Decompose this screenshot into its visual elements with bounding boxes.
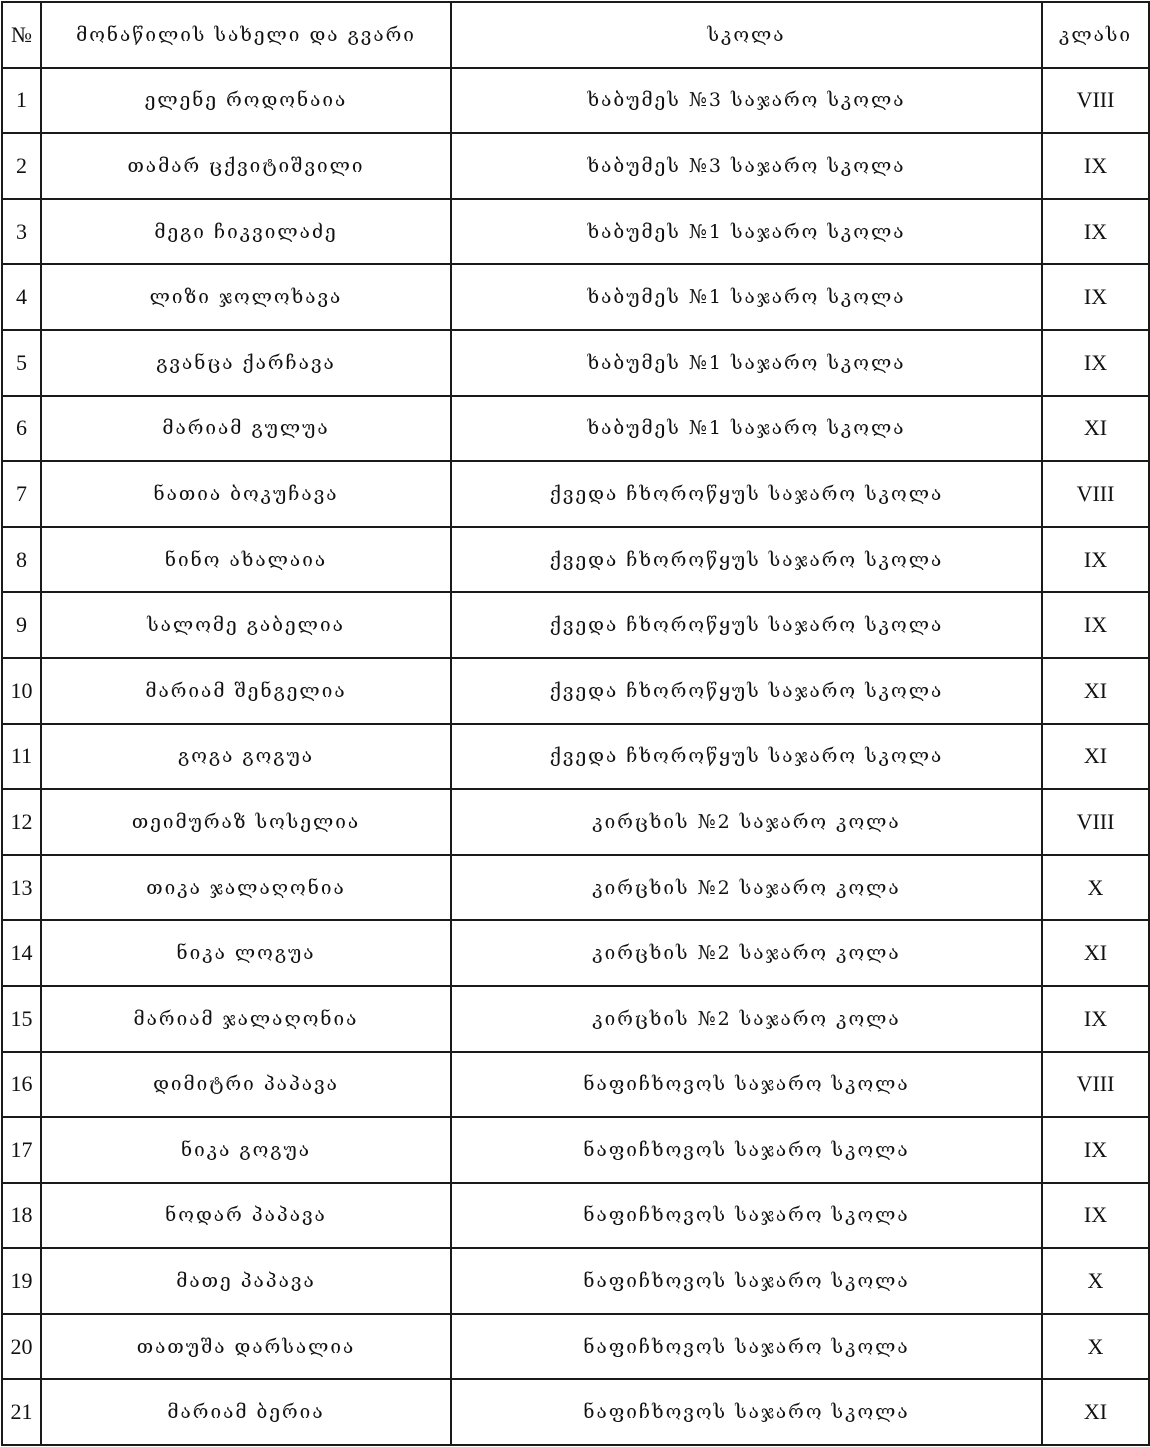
- row-number-cell: 11: [2, 724, 41, 790]
- row-grade-cell: IX: [1042, 592, 1149, 658]
- table-row: [2, 920, 1149, 986]
- row-school-cell: ხაბუმეს №3 საჯარო სკოლა: [451, 68, 1042, 134]
- header-number: №: [2, 2, 41, 68]
- row-school-cell: ქვედა ჩხოროწყუს საჯარო სკოლა: [451, 461, 1042, 527]
- row-number-cell: 17: [2, 1117, 41, 1183]
- row-school-cell: ნაფიჩხოვოს საჯარო სკოლა: [451, 1183, 1042, 1249]
- row-name-cell: დიმიტრი პაპავა: [41, 1052, 451, 1118]
- row-grade-cell: IX: [1042, 264, 1149, 330]
- row-name-cell: გვანცა ქარჩავა: [41, 330, 451, 396]
- row-number-cell: 2: [2, 133, 41, 199]
- header-school: სკოლა: [451, 2, 1042, 68]
- row-grade-cell: XI: [1042, 920, 1149, 986]
- table-row: [2, 1183, 1149, 1249]
- row-number-cell: 6: [2, 396, 41, 462]
- row-school-cell: ხაბუმეს №1 საჯარო სკოლა: [451, 264, 1042, 330]
- row-number-cell: 15: [2, 986, 41, 1052]
- table-row: [2, 396, 1149, 462]
- row-name-cell: ლიზი ჯოლოხავა: [41, 264, 451, 330]
- row-number-cell: 12: [2, 789, 41, 855]
- row-name-cell: მეგი ჩიკვილაძე: [41, 199, 451, 265]
- table-row: [2, 133, 1149, 199]
- row-name-cell: ნიკა გოგუა: [41, 1117, 451, 1183]
- row-name-cell: ნათია ბოკუჩავა: [41, 461, 451, 527]
- row-name-cell: თეიმურაზ სოსელია: [41, 789, 451, 855]
- row-school-cell: ხაბუმეს №1 საჯარო სკოლა: [451, 396, 1042, 462]
- row-name-cell: გოგა გოგუა: [41, 724, 451, 790]
- row-grade-cell: IX: [1042, 1117, 1149, 1183]
- row-number-cell: 21: [2, 1379, 41, 1445]
- row-school-cell: კირცხის №2 საჯარო კოლა: [451, 920, 1042, 986]
- row-school-cell: ხაბუმეს №3 საჯარო სკოლა: [451, 133, 1042, 199]
- row-number-cell: 9: [2, 592, 41, 658]
- row-grade-cell: X: [1042, 855, 1149, 921]
- row-name-cell: ნოდარ პაპავა: [41, 1183, 451, 1249]
- row-name-cell: მარიამ ბერია: [41, 1379, 451, 1445]
- row-grade-cell: VIII: [1042, 789, 1149, 855]
- row-grade-cell: IX: [1042, 199, 1149, 265]
- row-number-cell: 16: [2, 1052, 41, 1118]
- row-school-cell: ხაბუმეს №1 საჯარო სკოლა: [451, 330, 1042, 396]
- table-row: [2, 658, 1149, 724]
- table-row: [2, 264, 1149, 330]
- participants-table: [1, 1, 1150, 1446]
- table-row: [2, 199, 1149, 265]
- row-name-cell: მათე პაპავა: [41, 1248, 451, 1314]
- row-grade-cell: IX: [1042, 527, 1149, 593]
- row-school-cell: კირცხის №2 საჯარო კოლა: [451, 789, 1042, 855]
- table-header-row: [2, 2, 1149, 68]
- row-grade-cell: VIII: [1042, 68, 1149, 134]
- row-grade-cell: XI: [1042, 396, 1149, 462]
- table-row: [2, 1248, 1149, 1314]
- row-name-cell: თიკა ჯალაღონია: [41, 855, 451, 921]
- table-row: [2, 527, 1149, 593]
- row-grade-cell: IX: [1042, 986, 1149, 1052]
- row-grade-cell: X: [1042, 1248, 1149, 1314]
- row-name-cell: მარიამ შენგელია: [41, 658, 451, 724]
- row-school-cell: ხაბუმეს №1 საჯარო სკოლა: [451, 199, 1042, 265]
- row-number-cell: 18: [2, 1183, 41, 1249]
- row-school-cell: კირცხის №2 საჯარო კოლა: [451, 855, 1042, 921]
- row-grade-cell: XI: [1042, 1379, 1149, 1445]
- header-name: მონაწილის სახელი და გვარი: [41, 2, 451, 68]
- row-school-cell: ნაფიჩხოვოს საჯარო სკოლა: [451, 1052, 1042, 1118]
- row-number-cell: 20: [2, 1314, 41, 1380]
- table-row: [2, 855, 1149, 921]
- row-grade-cell: X: [1042, 1314, 1149, 1380]
- row-name-cell: ნინო ახალაია: [41, 527, 451, 593]
- row-number-cell: 4: [2, 264, 41, 330]
- table-row: [2, 1117, 1149, 1183]
- row-school-cell: ნაფიჩხოვოს საჯარო სკოლა: [451, 1248, 1042, 1314]
- table-row: [2, 461, 1149, 527]
- row-name-cell: ელენე როდონაია: [41, 68, 451, 134]
- row-grade-cell: VIII: [1042, 461, 1149, 527]
- table-row: [2, 1379, 1149, 1445]
- table-row: [2, 1052, 1149, 1118]
- row-school-cell: ნაფიჩხოვოს საჯარო სკოლა: [451, 1117, 1042, 1183]
- row-number-cell: 3: [2, 199, 41, 265]
- row-name-cell: თათუშა დარსალია: [41, 1314, 451, 1380]
- row-grade-cell: XI: [1042, 658, 1149, 724]
- table-row: [2, 724, 1149, 790]
- row-grade-cell: VIII: [1042, 1052, 1149, 1118]
- row-grade-cell: IX: [1042, 330, 1149, 396]
- row-name-cell: თამარ ცქვიტიშვილი: [41, 133, 451, 199]
- row-school-cell: ნაფიჩხოვოს საჯარო სკოლა: [451, 1314, 1042, 1380]
- row-name-cell: მარიამ ჯალაღონია: [41, 986, 451, 1052]
- row-name-cell: ნიკა ლოგუა: [41, 920, 451, 986]
- row-number-cell: 19: [2, 1248, 41, 1314]
- row-number-cell: 14: [2, 920, 41, 986]
- row-name-cell: სალომე გაბელია: [41, 592, 451, 658]
- row-name-cell: მარიამ გულუა: [41, 396, 451, 462]
- table-row: [2, 1314, 1149, 1380]
- row-number-cell: 8: [2, 527, 41, 593]
- row-number-cell: 5: [2, 330, 41, 396]
- table-row: [2, 986, 1149, 1052]
- row-number-cell: 10: [2, 658, 41, 724]
- row-school-cell: ქვედა ჩხოროწყუს საჯარო სკოლა: [451, 592, 1042, 658]
- row-grade-cell: IX: [1042, 133, 1149, 199]
- row-school-cell: ქვედა ჩხოროწყუს საჯარო სკოლა: [451, 527, 1042, 593]
- row-school-cell: კირცხის №2 საჯარო კოლა: [451, 986, 1042, 1052]
- header-grade: კლასი: [1042, 2, 1149, 68]
- table-row: [2, 68, 1149, 134]
- table-row: [2, 592, 1149, 658]
- row-number-cell: 7: [2, 461, 41, 527]
- row-grade-cell: IX: [1042, 1183, 1149, 1249]
- row-school-cell: ქვედა ჩხოროწყუს საჯარო სკოლა: [451, 658, 1042, 724]
- table-row: [2, 789, 1149, 855]
- table-row: [2, 330, 1149, 396]
- row-number-cell: 13: [2, 855, 41, 921]
- row-school-cell: ნაფიჩხოვოს საჯარო სკოლა: [451, 1379, 1042, 1445]
- row-school-cell: ქვედა ჩხოროწყუს საჯარო სკოლა: [451, 724, 1042, 790]
- row-grade-cell: XI: [1042, 724, 1149, 790]
- row-number-cell: 1: [2, 68, 41, 134]
